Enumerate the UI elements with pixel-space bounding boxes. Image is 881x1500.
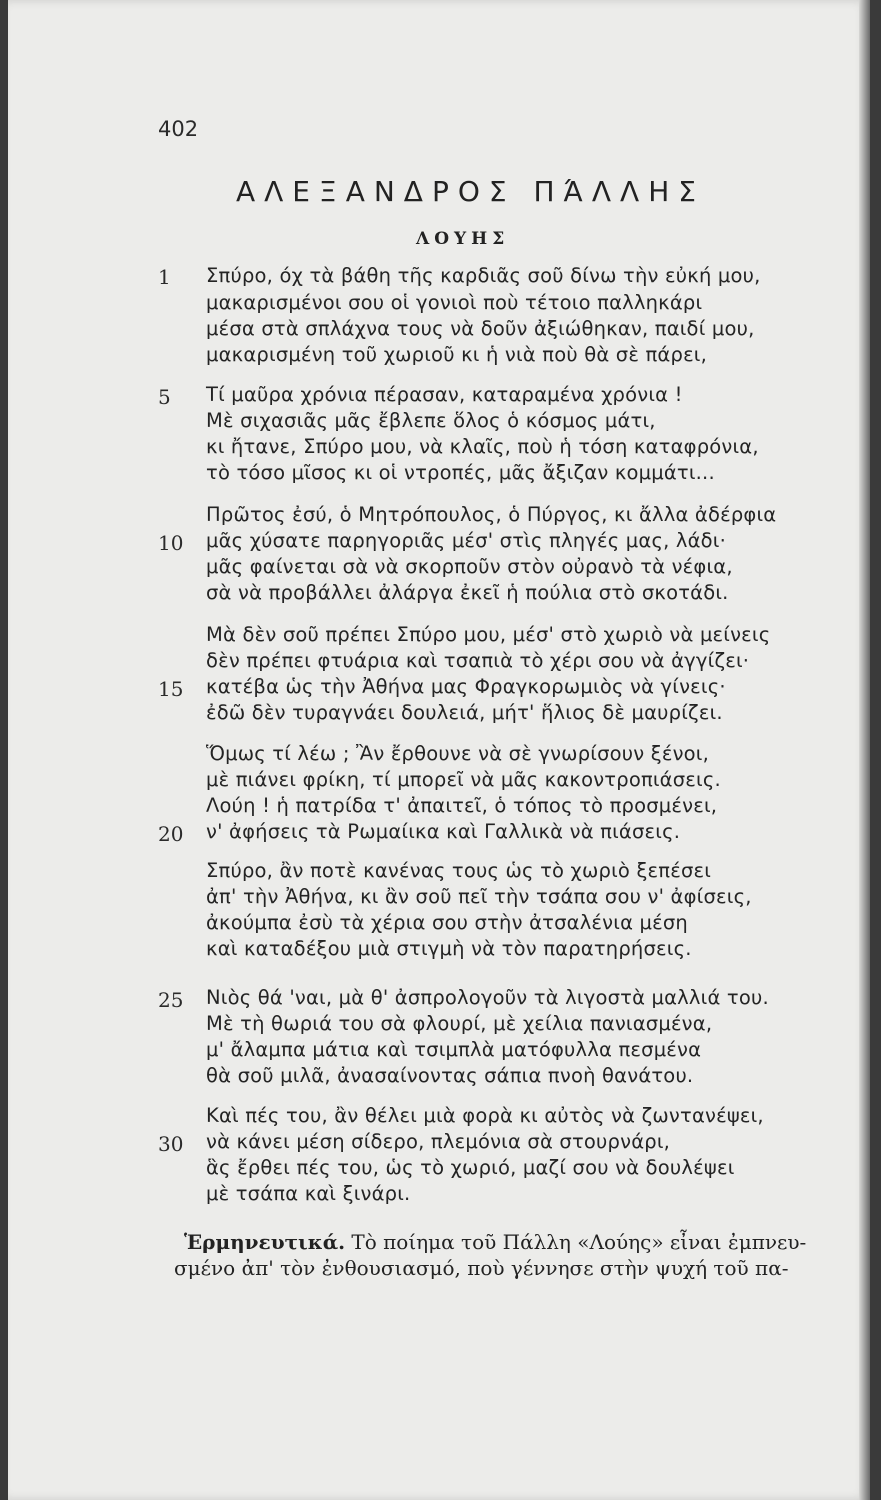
poem-line: μ' ἄλαμπα μάτια καὶ τσιμπλὰ ματόφυλλα πεσμένα: [206, 1038, 702, 1061]
poem-line: Τί μαῦρα χρόνια πέρασαν, καταραμένα χρόνια !: [206, 383, 683, 406]
author-heading: ΑΛΕΞΑΝΔΡΟΣ ΠΆΛΛΗΣ: [236, 175, 705, 208]
commentary-heading: Ἑρμηνευτικά.: [184, 1230, 346, 1254]
poem-line: μᾶς χύσατε παρηγοριᾶς μέσ' στὶς πληγές μας, λάδι·: [206, 529, 727, 552]
line-number: 25: [158, 988, 184, 1012]
line-number: 30: [158, 1132, 184, 1156]
poem-line: Λούη ! ἡ πατρίδα τ' ἀπαιτεῖ, ὁ τόπος τὸ προσμένει,: [206, 794, 718, 817]
poem-line: Καὶ πές του, ἂν θέλει μιὰ φορὰ κι αὐτὸς νὰ ζωντανέψει,: [206, 1104, 764, 1127]
poem-line: Νιὸς θά 'ναι, μὰ θ' ἀσπρολογοῦν τὰ λιγοστὰ μαλλιά του.: [206, 986, 769, 1009]
commentary-line: [184, 1230, 806, 1254]
poem-line: Πρῶτος ἐσύ, ὁ Μητρόπουλος, ὁ Πύργος, κι ἄλλα ἀδέρφια: [206, 503, 777, 526]
line-number: 1: [158, 265, 171, 289]
poem-line: νὰ κάνει μέση σίδερο, πλεμόνια σὰ στουρνάρι,: [206, 1130, 671, 1153]
poem-line: μακαρισμένη τοῦ χωριοῦ κι ἡ νιὰ ποὺ θὰ σὲ πάρει,: [206, 343, 708, 366]
poem-line: τὸ τόσο μῖσος κι οἱ ντροπές, μᾶς ἄξιζαν κομμάτι...: [206, 461, 715, 484]
poem-line: σὰ νὰ προβάλλει ἀλάργα ἐκεῖ ἡ πούλια στὸ σκοτάδι.: [206, 581, 729, 604]
poem-line: κι ἤτανε, Σπύρο μου, νὰ κλαῖς, ποὺ ἡ τόση καταφρόνια,: [206, 435, 759, 458]
poem-line: δὲν πρέπει φτυάρια καὶ τσαπιὰ τὸ χέρι σου νὰ ἀγγίζει·: [206, 649, 750, 672]
poem-line: κατέβα ὡς τὴν Ἀθήνα μας Φραγκορωμιὸς νὰ γίνεις·: [206, 675, 726, 698]
poem-line: ν' ἀφήσεις τὰ Ρωμαίικα καὶ Γαλλικὰ νὰ πιάσεις.: [206, 820, 681, 843]
commentary-line: σμένο ἀπ' τὸν ἐνθουσιασμό, ποὺ γέννησε στὴν ψυχή τοῦ πα-: [174, 1256, 789, 1280]
poem-title: ΛΟΥΗΣ: [416, 229, 510, 249]
poem-line: καὶ καταδέξου μιὰ στιγμὴ νὰ τὸν παρατηρήσεις.: [206, 937, 692, 960]
poem-line: θὰ σοῦ μιλᾶ, ἀνασαίνοντας σάπια πνοὴ θανάτου.: [206, 1064, 694, 1087]
poem-line: ἐδῶ δὲν τυραγνάει δουλειά, μήτ' ἥλιος δὲ μαυρίζει.: [206, 701, 723, 724]
poem-line: Σπύρο, ἂν ποτὲ κανένας τους ὡς τὸ χωριὸ ξεπέσει: [206, 859, 712, 882]
poem-line: Μὰ δὲν σοῦ πρέπει Σπύρο μου, μέσ' στὸ χωριὸ νὰ μείνεις: [206, 623, 771, 646]
line-number: 15: [158, 677, 184, 701]
poem-line: μὲ πιάνει φρίκη, τί μπορεῖ νὰ μᾶς κακοντροπιάσεις.: [206, 768, 721, 791]
poem-line: ἀκούμπα ἐσὺ τὰ χέρια σου στὴν ἀτσαλένια μέση: [206, 911, 688, 934]
line-number: 10: [158, 531, 184, 555]
poem-line: μὲ τσάπα καὶ ξινάρι.: [206, 1182, 411, 1205]
poem-line: ἀπ' τὴν Ἀθήνα, κι ἂν σοῦ πεῖ τὴν τσάπα σου ν' ἀφίσεις,: [206, 885, 752, 908]
line-number: 20: [158, 822, 184, 846]
line-number: 5: [158, 385, 171, 409]
book-page: [8, 0, 870, 1500]
page-number: 402: [158, 117, 199, 141]
poem-line: Μὲ σιχασιᾶς μᾶς ἔβλεπε ὅλος ὁ κόσμος μάτι,: [206, 409, 656, 432]
page-edge-shadow: [859, 0, 870, 1500]
poem-line: Ὅμως τί λέω ; Ἂν ἔρθουνε νὰ σὲ γνωρίσουν ξένοι,: [206, 742, 709, 765]
poem-line: μέσα στὰ σπλάχνα τους νὰ δοῦν ἀξιώθηκαν, παιδί μου,: [206, 317, 755, 340]
poem-line: ἃς ἔρθει πές του, ὡς τὸ χωριό, μαζί σου νὰ δουλέψει: [206, 1156, 735, 1179]
poem-line: μᾶς φαίνεται σὰ νὰ σκορποῦν στὸν οὐρανὸ τὰ νέφια,: [206, 555, 733, 578]
poem-line: Μὲ τὴ θωριά του σὰ φλουρί, μὲ χείλια πανιασμένα,: [206, 1012, 713, 1035]
poem-line: μακαρισμένοι σου οἱ γονιοὶ ποὺ τέτοιο παλληκάρι: [206, 291, 703, 314]
poem-line: Σπύρο, όχ τὰ βάθη τῆς καρδιᾶς σοῦ δίνω τὴν εὐκή μου,: [206, 264, 761, 287]
commentary-text: Τὸ ποίημα τοῦ Πάλλη «Λούης» εἶναι ἐμπνευ-: [345, 1230, 807, 1254]
